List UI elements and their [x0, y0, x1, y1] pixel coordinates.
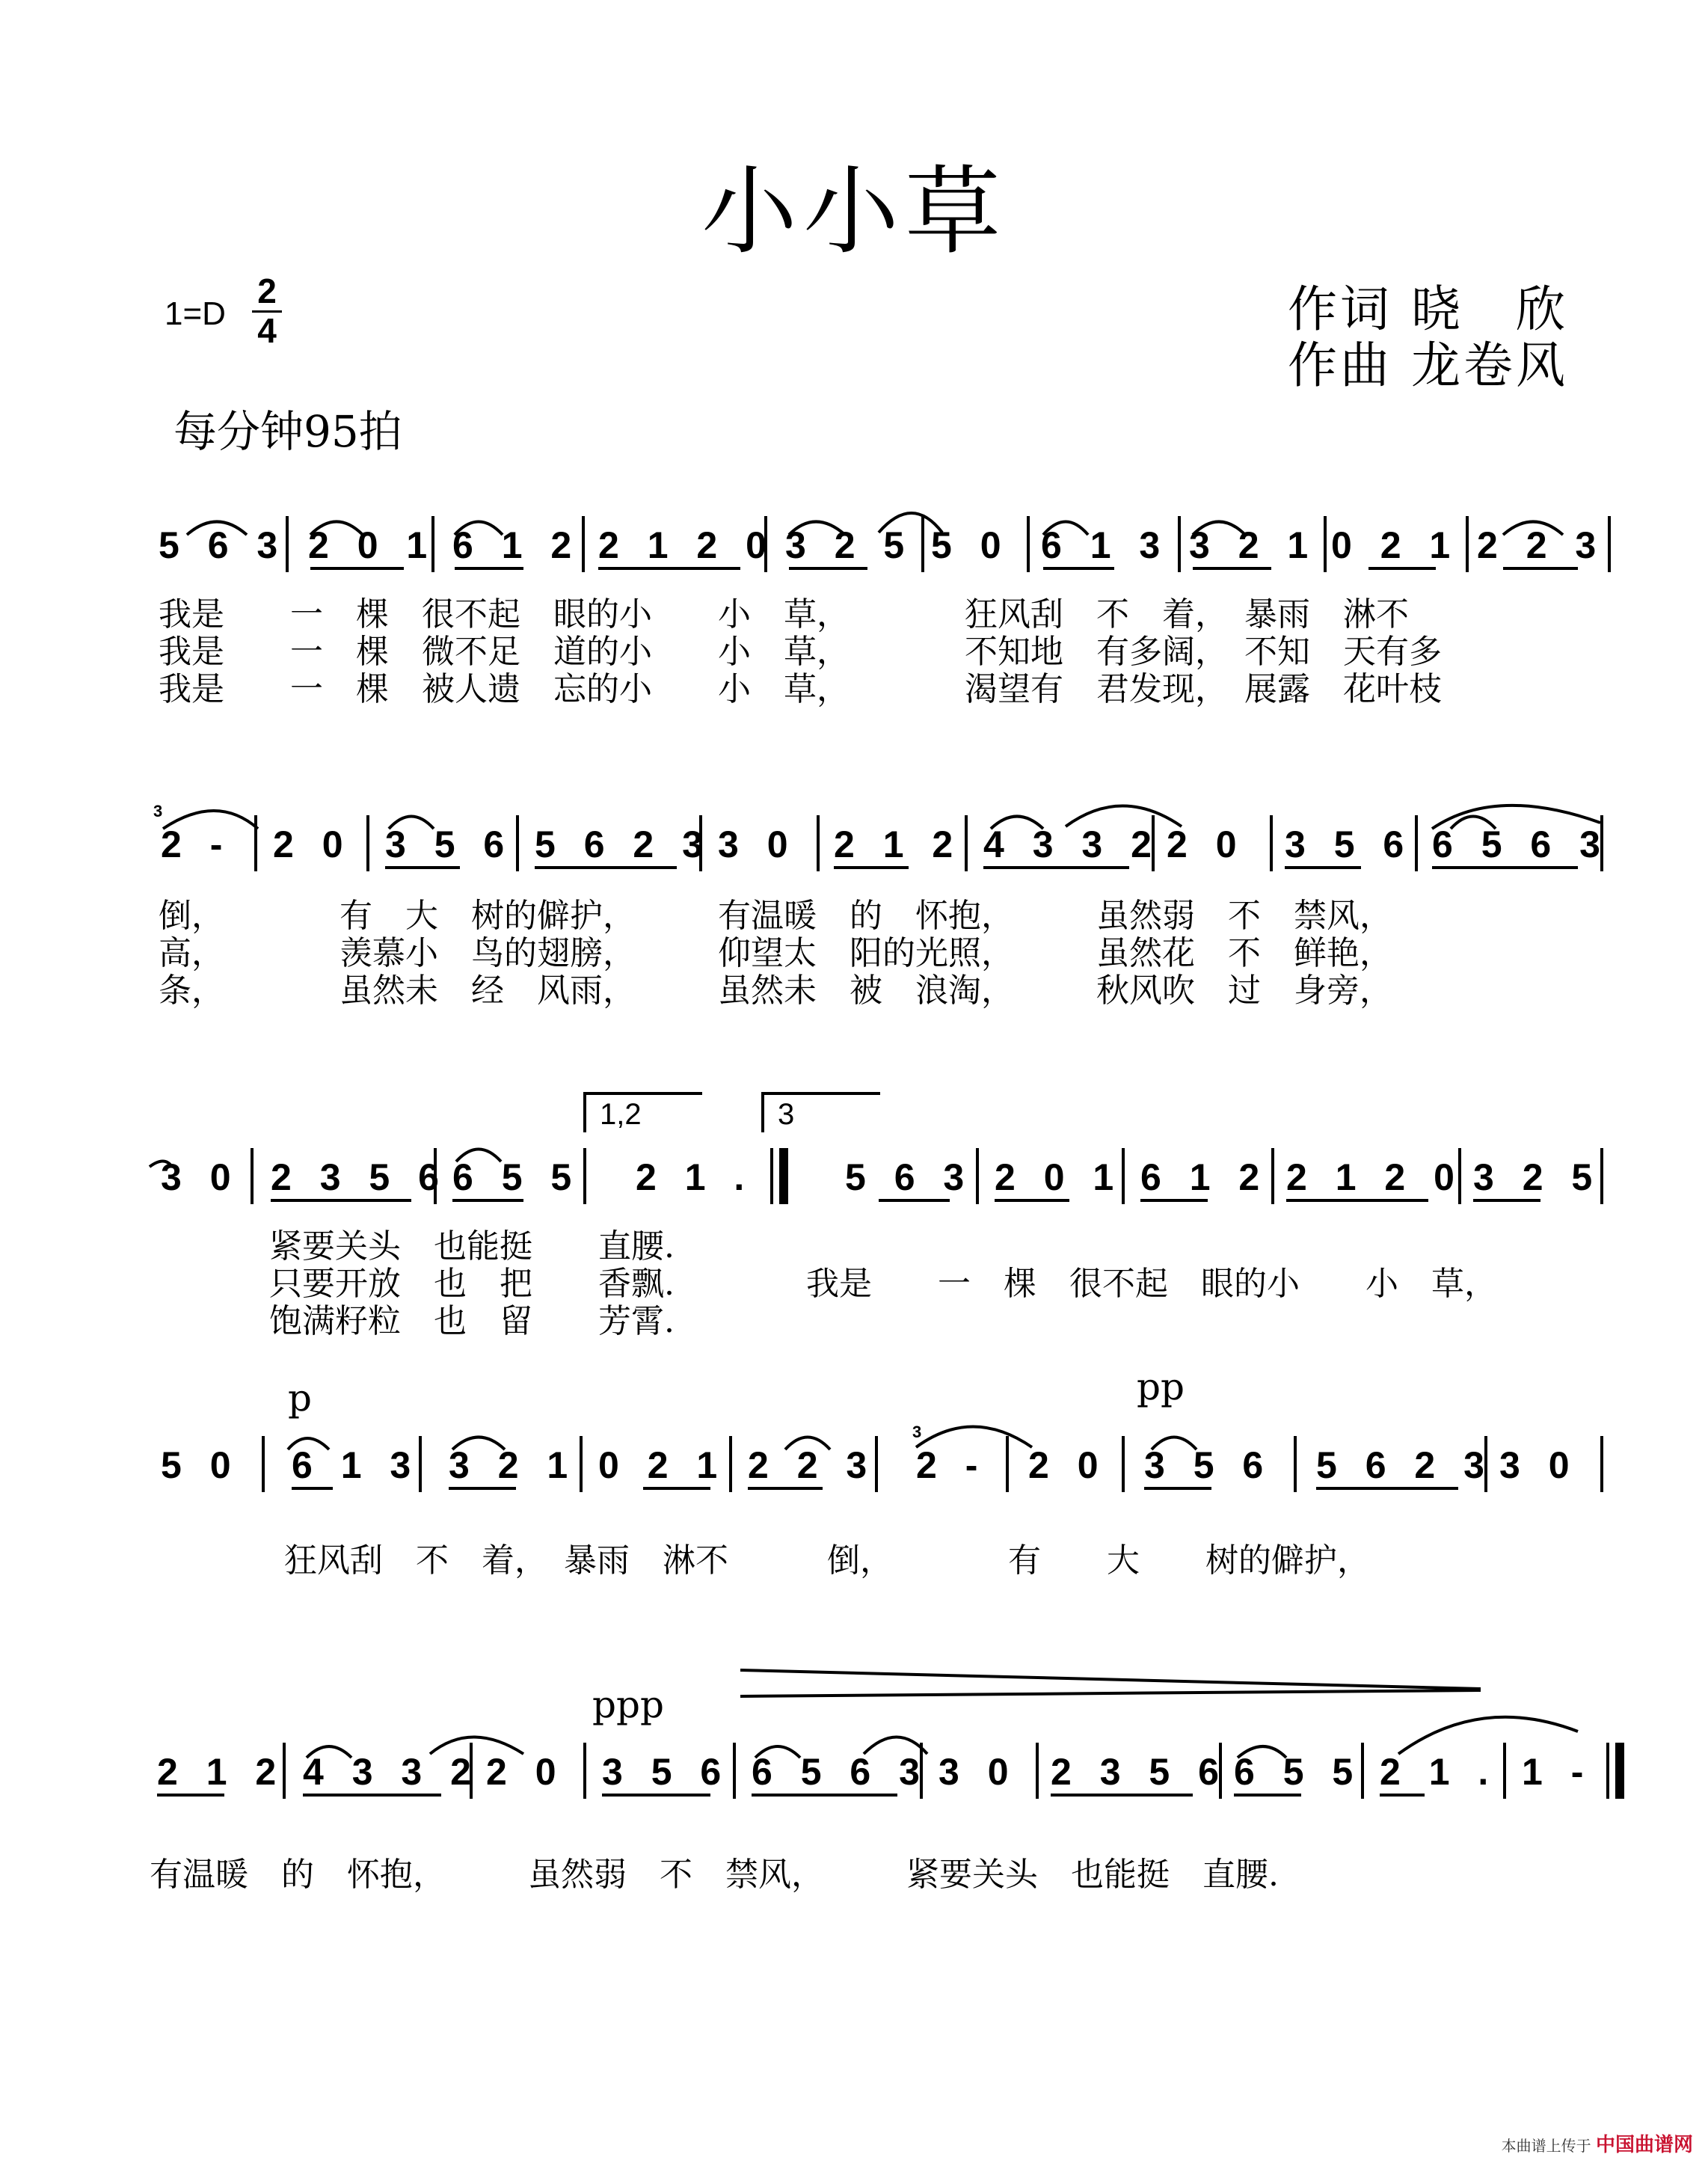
- measure: 2 0 1: [308, 524, 437, 566]
- lyricist: 作词 晓 欣: [1288, 280, 1568, 338]
- measure: 5 0: [161, 1444, 240, 1486]
- measure: 3 2 1: [1189, 524, 1318, 566]
- measure: 2 -: [161, 823, 232, 865]
- measure: 2 0: [273, 823, 352, 865]
- measure: 6 5 5: [1234, 1751, 1363, 1793]
- measure: 2 0 1: [995, 1156, 1123, 1198]
- triplet-mark: 3: [912, 1423, 922, 1441]
- dynamic-pp: pp: [1137, 1365, 1185, 1408]
- measure: 3 2 5: [785, 524, 914, 566]
- measure: 6 5 6 3: [752, 1751, 929, 1793]
- measure: 6 1 2: [452, 524, 581, 566]
- measure: 2 1 2 0: [598, 524, 775, 566]
- measure: 3 0: [1499, 1444, 1579, 1486]
- volta-2-label: 3: [778, 1098, 795, 1131]
- key-signature: 1=D: [165, 295, 226, 332]
- time-numerator: 2: [252, 273, 282, 313]
- lyric-verse-3: 饱满籽粒 也 留 芳霄.: [269, 1302, 675, 1340]
- lyric-verse-3: 我是 一 棵 被人遗 忘的小 小 草， 渴望有 君发现， 展露 花叶枝: [159, 670, 1442, 708]
- measure: 5 6 3: [845, 1156, 974, 1198]
- measure: 0 2 1: [598, 1444, 727, 1486]
- measure: 3 2 5: [1473, 1156, 1602, 1198]
- lyric-verse-3: 条， 虽然未 经 风雨， 虽然未 被 浪淘， 秋风吹 过 身旁，: [159, 972, 1392, 1010]
- triplet-mark: 3: [153, 802, 163, 820]
- lyric-verse-1: 倒， 有 大 树的僻护， 有温暖 的 怀抱， 虽然弱 不 禁风，: [159, 897, 1392, 935]
- dynamic-p: p: [288, 1376, 313, 1420]
- measure: 6 1 3: [292, 1444, 420, 1486]
- measure: 0 2 1: [1331, 524, 1460, 566]
- measure: 3 0: [161, 1156, 240, 1198]
- measure: 2 2 3: [748, 1444, 876, 1486]
- measure: 2 3 5 6: [1051, 1751, 1228, 1793]
- footer-prefix: 本曲谱上传于: [1501, 2137, 1591, 2155]
- measure: 2 2 3: [1477, 524, 1606, 566]
- measure: 2 1 .: [1380, 1751, 1498, 1793]
- watermark-footer: [1502, 2129, 1693, 2157]
- measure: 5 6 3: [159, 524, 287, 566]
- lyric-verse-2: 高， 羡慕小 鸟的翅膀， 仰望太 阳的光照， 虽然花 不 鲜艳，: [159, 934, 1392, 972]
- measure: 3 0: [718, 823, 797, 865]
- song-title: 小小草: [701, 156, 1007, 268]
- measure: 5 6 2 3: [1316, 1444, 1493, 1486]
- measure: 4 3 3 2: [983, 823, 1161, 865]
- measure: 2 1 2: [157, 1751, 286, 1793]
- footer-brand: 中国曲谱网: [1595, 2134, 1693, 2156]
- measure: 5 0: [931, 524, 1010, 566]
- measure: 6 5 6 3: [1432, 823, 1609, 865]
- measure: 6 1 3: [1041, 524, 1170, 566]
- lyric-verse-1: 紧要关头 也能挺 直腰.: [269, 1227, 675, 1265]
- measure: 6 1 2: [1140, 1156, 1269, 1198]
- measure: 2 1 2 0: [1286, 1156, 1463, 1198]
- measure: 2 1 2: [834, 823, 962, 865]
- measure: 2 1 .: [636, 1156, 754, 1198]
- time-denominator: 4: [257, 311, 277, 350]
- measure: 2 0: [486, 1751, 565, 1793]
- measure: 2 0: [1167, 823, 1246, 865]
- volta-1-label: 1,2: [600, 1098, 642, 1131]
- measure: 1 -: [1522, 1751, 1593, 1793]
- lyric-line: 狂风刮 不 着， 暴雨 淋不 倒， 有 大 树的僻护，: [284, 1541, 1370, 1580]
- measure: 2 3 5 6: [271, 1156, 448, 1198]
- measure: 6 5 5: [452, 1156, 581, 1198]
- lyric-line: 有温暖 的 怀抱， 虽然弱 不 禁风， 紧要关头 也能挺 直腰.: [150, 1856, 1279, 1894]
- measure: 2 0: [1028, 1444, 1108, 1486]
- dynamic-ppp: ppp: [592, 1683, 665, 1726]
- measure: 3 2 1: [449, 1444, 577, 1486]
- measure: 3 5 6: [602, 1751, 731, 1793]
- lyric-verse-1: 我是 一 棵 很不起 眼的小 小 草， 狂风刮 不 着， 暴雨 淋不: [159, 595, 1409, 633]
- measure: 3 5 6: [1285, 823, 1413, 865]
- composer: 作曲 龙卷风: [1288, 337, 1568, 394]
- measure: 4 3 3 2: [303, 1751, 480, 1793]
- measure: 5 6 2 3: [535, 823, 712, 865]
- lyric-verse-2: 只要开放 也 把 香飘. 我是 一 棵 很不起 眼的小 小 草，: [269, 1265, 1497, 1303]
- measure: 3 5 6: [385, 823, 514, 865]
- measure: 2 -: [916, 1444, 987, 1486]
- lyric-verse-2: 我是 一 棵 微不足 道的小 小 草， 不知地 有多阔， 不知 天有多: [159, 633, 1442, 671]
- measure: 3 0: [939, 1751, 1018, 1793]
- measure: 3 5 6: [1144, 1444, 1273, 1486]
- tempo-marking: 每分钟95拍: [173, 406, 402, 457]
